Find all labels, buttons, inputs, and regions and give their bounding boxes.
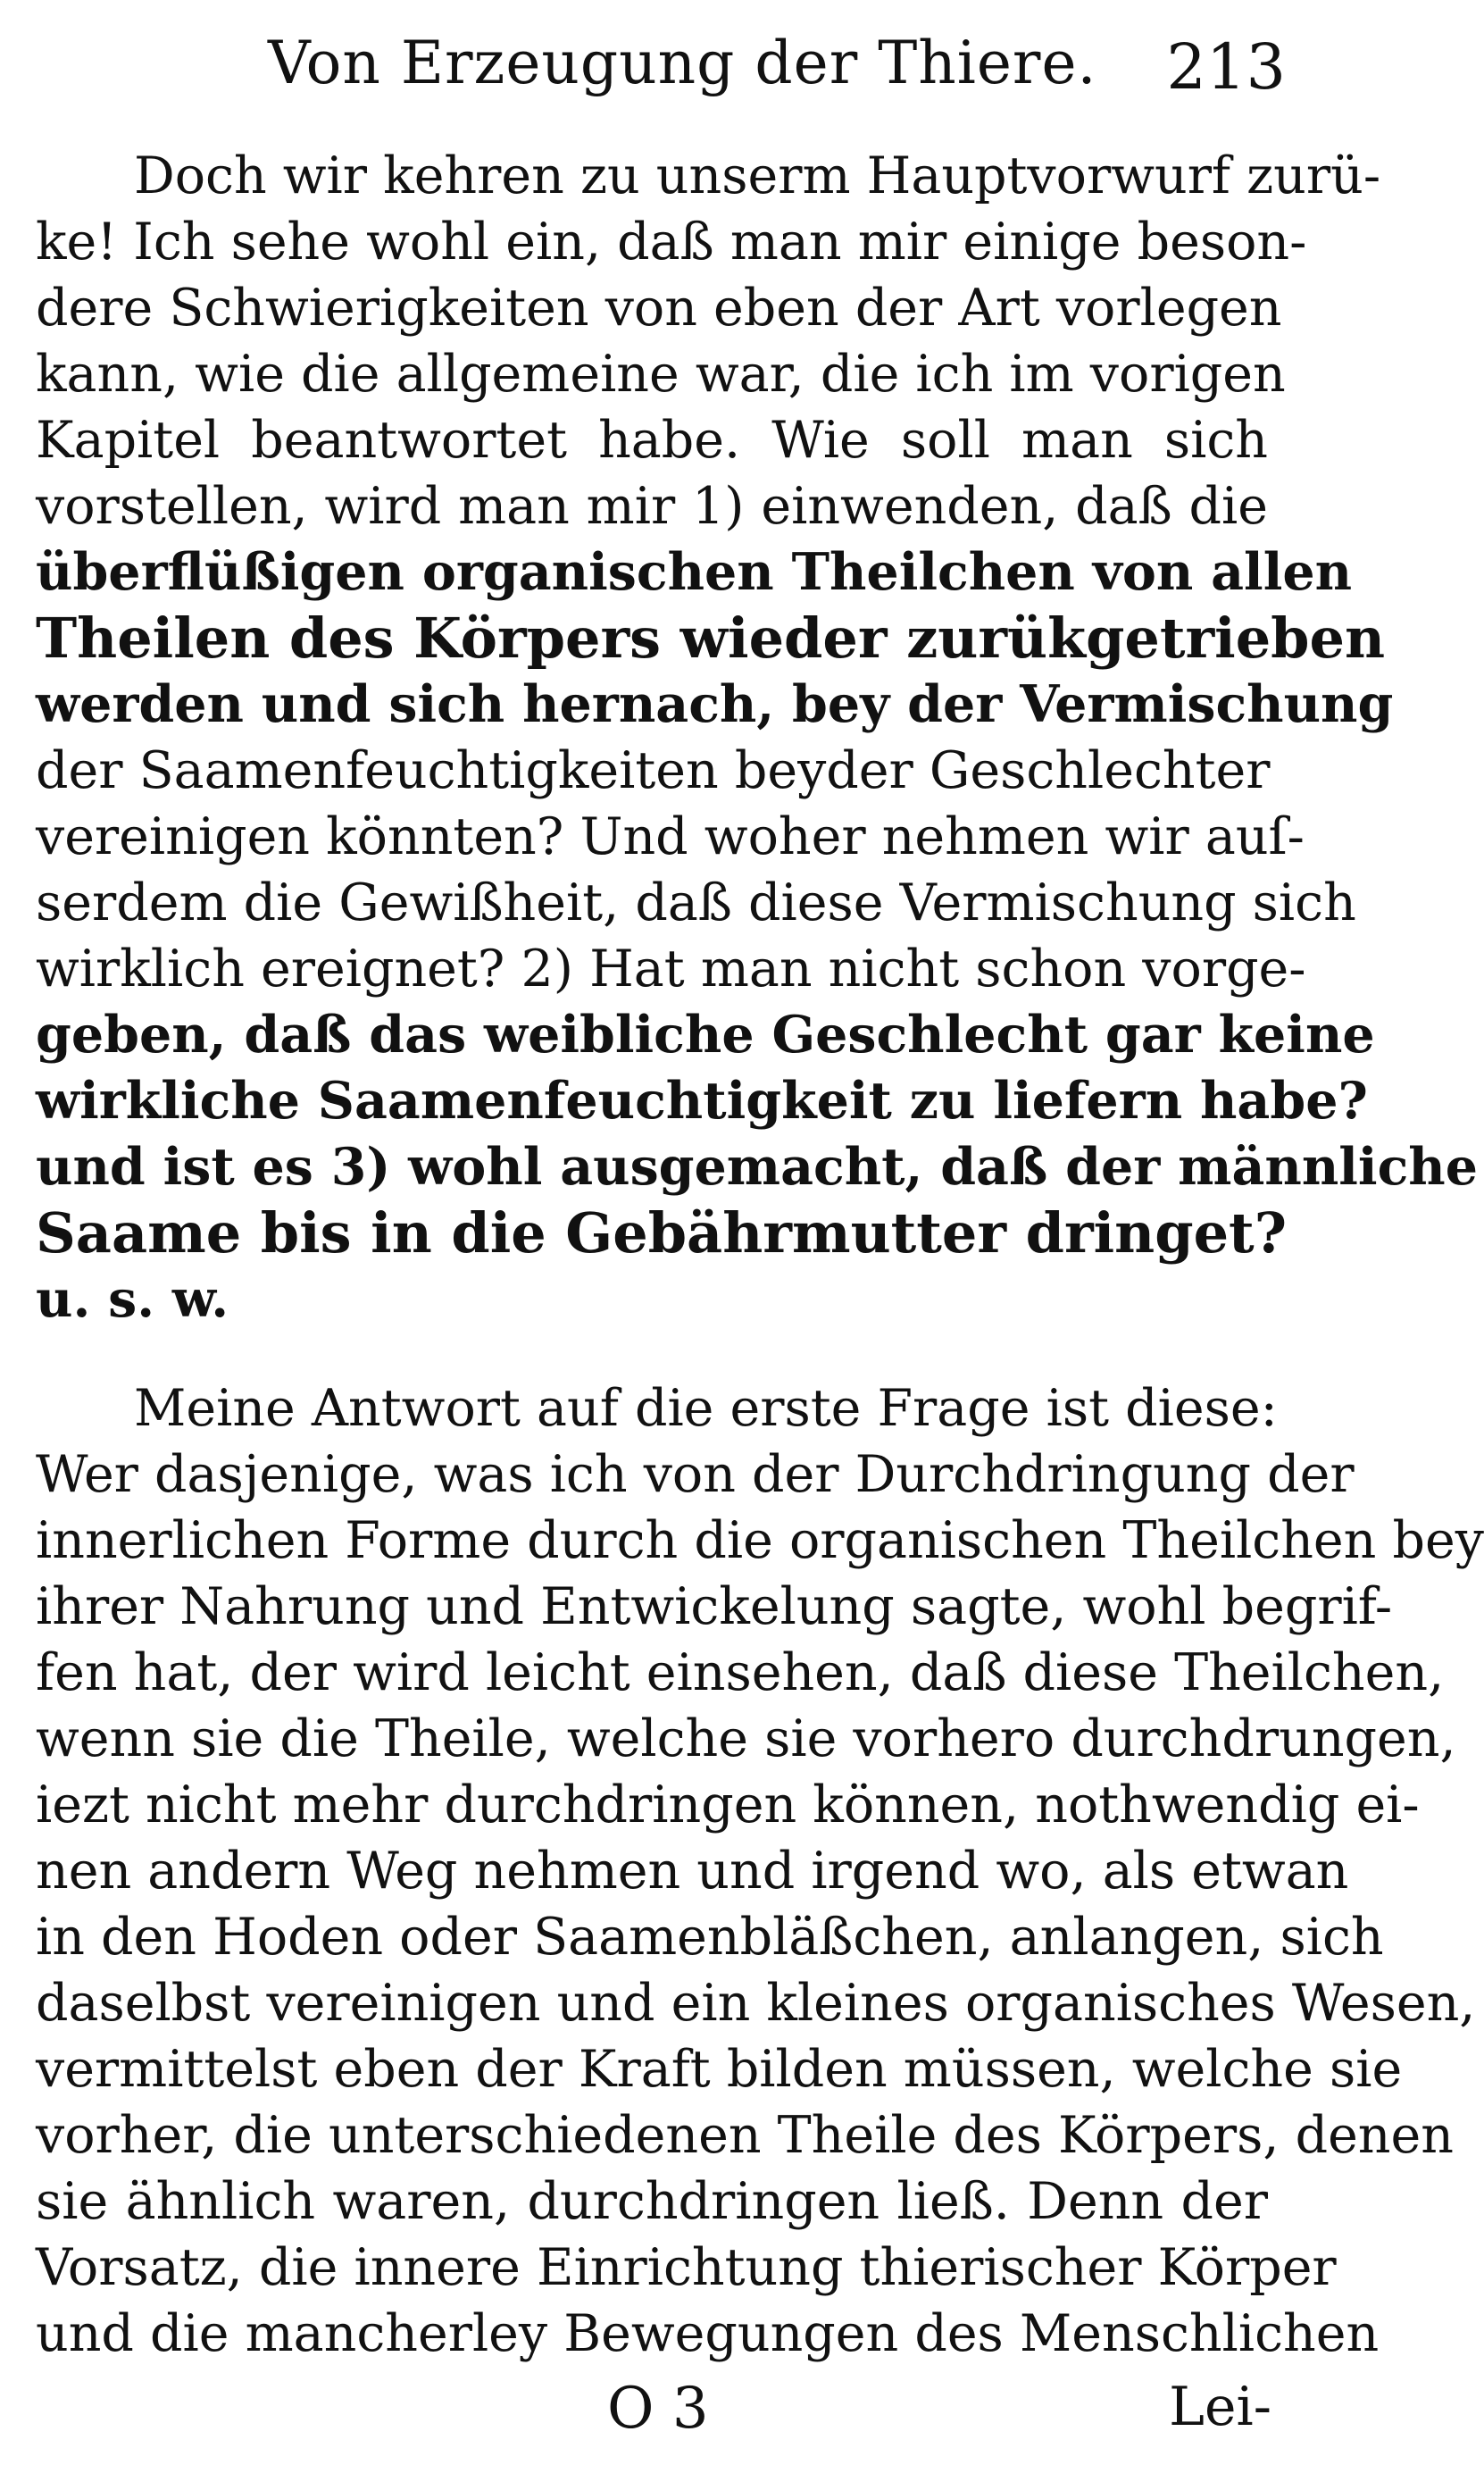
page-header — [268, 20, 1286, 118]
signature-mark: O 3 — [607, 2376, 709, 2442]
text-line: Saame bis in die Gebährmutter dringet? — [36, 1200, 1288, 1266]
text-line: vereinigen könnten? Und woher nehmen wir auſ- — [36, 807, 1305, 866]
text-line: geben, daß das weibliche Geschlecht gar keine — [36, 1005, 1375, 1065]
page-footer — [0, 2376, 1304, 2447]
text-line: Theilen des Körpers wieder zurükgetrieben — [36, 606, 1386, 671]
text-line: sie ähnlich waren, durchdringen ließ. Denn der — [36, 2172, 1268, 2231]
text-line: und die mancherley Bewegungen des Menschlichen — [36, 2304, 1380, 2363]
text-line: Meine Antwort auf die erste Frage ist diese: — [134, 1379, 1278, 1438]
text-line: wirklich ereignet? 2) Hat man nicht schon vorge- — [36, 940, 1306, 999]
text-line: u. s. w. — [36, 1269, 229, 1329]
text-line: iezt nicht mehr durchdringen können, nothwendig ei- — [36, 1776, 1420, 1834]
running-title: Von Erzeugung der Thiere. — [268, 29, 1097, 97]
paragraph-2 — [36, 1375, 1484, 2367]
text-line: Doch wir kehren zu unserm Hauptvorwurf zurü- — [134, 146, 1381, 205]
paragraph-1 — [36, 143, 1478, 1333]
text-line: daselbst vereinigen und ein kleines organisches Wesen, — [36, 1974, 1476, 2033]
text-line: werden und sich hernach, bey der Vermischung — [36, 674, 1394, 734]
text-line: überflüßigen organischen Theilchen von allen — [36, 542, 1353, 602]
text-line: Kapitel beantwortet habe. Wie soll man sich — [36, 411, 1268, 470]
text-line: dere Schwierigkeiten von eben der Art vorlegen — [36, 279, 1282, 338]
text-line: kann, wie die allgemeine war, die ich im vorigen — [36, 345, 1286, 404]
text-line: innerlichen Forme durch die organischen Theilchen bey — [36, 1511, 1484, 1570]
text-line: vermittelst eben der Kraft bilden müssen, welche sie — [36, 2040, 1403, 2099]
text-line: wirkliche Saamenfeuchtigkeit zu liefern habe? — [36, 1071, 1368, 1131]
text-line: und ist es 3) wohl ausgemacht, daß der männliche — [36, 1137, 1478, 1197]
text-line: Wer dasjenige, was ich von der Durchdringung der — [36, 1445, 1355, 1504]
text-line: ihrer Nahrung und Entwickelung sagte, wohl begrif- — [36, 1577, 1393, 1636]
text-line: vorstellen, wird man mir 1) einwenden, daß die — [36, 477, 1268, 536]
text-line: serdem die Gewißheit, daß diese Vermischung sich — [36, 873, 1356, 932]
text-line: der Saamenfeuchtigkeiten beyder Geschlechter — [36, 741, 1271, 800]
text-line: vorher, die unterschiedenen Theile des Körpers, denen — [36, 2106, 1454, 2165]
text-line: wenn sie die Theile, welche sie vorhero durchdrungen, — [36, 1709, 1456, 1768]
page-number: 213 — [1166, 30, 1286, 104]
text-line: ke! Ich sehe wohl ein, daß man mir einige beson- — [36, 213, 1307, 272]
text-line: in den Hoden oder Saamenbläßchen, anlangen, sich — [36, 1908, 1384, 1967]
text-line: nen andern Weg nehmen und irgend wo, als etwan — [36, 1842, 1349, 1901]
text-line: Vorsatz, die innere Einrichtung thierischer Körper — [36, 2238, 1337, 2297]
text-line: fen hat, der wird leicht einsehen, daß diese Theilchen, — [36, 1643, 1445, 1702]
catchword: Lei- — [1169, 2376, 1271, 2438]
